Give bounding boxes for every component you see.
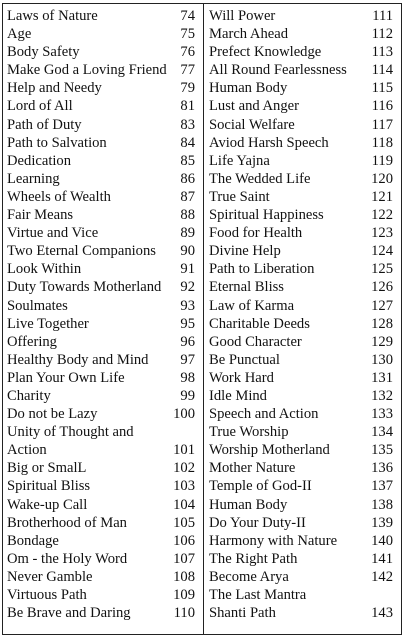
entry-page-number: 120 xyxy=(371,170,393,187)
entry-page-number: 97 xyxy=(180,351,195,368)
entry-title: Fair Means xyxy=(7,207,74,224)
entry-page-number: 90 xyxy=(180,243,195,260)
contents-entry xyxy=(7,25,195,43)
entry-page-number: 91 xyxy=(180,261,195,278)
entry-page-number: 92 xyxy=(180,279,195,296)
entry-title: Duty Towards Motherland xyxy=(7,279,162,296)
contents-entry xyxy=(209,97,393,115)
entry-title: Wheels of Wealth xyxy=(7,188,111,205)
entry-title: Age xyxy=(7,26,32,43)
entry-page-number: 75 xyxy=(180,26,195,43)
entry-page-number: 135 xyxy=(371,442,393,459)
entry-title: Temple of God-II xyxy=(209,478,312,495)
entry-title: Aviod Harsh Speech xyxy=(209,134,329,151)
entry-page-number: 77 xyxy=(180,62,195,79)
entry-page-number: 74 xyxy=(180,8,195,24)
contents-entry xyxy=(209,532,393,550)
entry-page-number: 85 xyxy=(180,152,195,169)
entry-title: All Round Fearlessness xyxy=(209,62,347,79)
entry-title: Law of Karma xyxy=(209,297,295,314)
contents-entry xyxy=(209,61,393,79)
entry-page-number: 87 xyxy=(180,188,195,205)
entry-title: Will Power xyxy=(209,8,276,24)
entry-title: Work Hard xyxy=(209,369,274,386)
entry-page-number: 123 xyxy=(371,225,393,242)
entry-page-number: 140 xyxy=(371,532,393,549)
entry-title: Dedication xyxy=(7,152,72,169)
contents-entry xyxy=(209,423,393,441)
entry-page-number: 100 xyxy=(173,406,195,423)
contents-entry xyxy=(7,278,195,296)
entry-title: Om - the Holy Word xyxy=(7,550,128,567)
contents-entry xyxy=(7,43,195,61)
entry-title: Divine Help xyxy=(209,243,281,260)
entry-title: March Ahead xyxy=(209,26,289,43)
contents-entry xyxy=(209,387,393,405)
entry-page-number: 138 xyxy=(371,496,393,513)
entry-page-number: 119 xyxy=(371,152,393,169)
entry-title: The Wedded Life xyxy=(209,170,311,187)
entry-page-number: 109 xyxy=(173,587,195,603)
contents-entry xyxy=(209,242,393,260)
column-divider xyxy=(203,3,204,635)
contents-entry xyxy=(7,496,195,514)
entry-title: Live Together xyxy=(7,315,89,332)
entry-page-number: 137 xyxy=(371,478,393,495)
entry-title: Shanti Path xyxy=(209,605,276,622)
entry-page-number: 141 xyxy=(371,550,393,567)
entry-page-number: 129 xyxy=(371,333,393,350)
contents-entry xyxy=(7,170,195,188)
contents-entry xyxy=(209,260,393,278)
entry-page-number: 111 xyxy=(372,8,393,24)
entry-title: Action xyxy=(7,442,47,459)
contents-entry xyxy=(209,333,393,351)
entry-title: Lord of All xyxy=(7,98,73,115)
contents-entry xyxy=(209,297,393,315)
entry-page-number: 122 xyxy=(371,207,393,224)
contents-entry xyxy=(209,116,393,134)
entry-page-number: 126 xyxy=(371,279,393,296)
entry-page-number: 110 xyxy=(173,605,195,622)
contents-entry xyxy=(7,116,195,134)
entry-page-number: 139 xyxy=(371,514,393,531)
contents-entry xyxy=(7,7,195,25)
contents-entry xyxy=(7,369,195,387)
entry-page-number: 104 xyxy=(173,496,195,513)
entry-page-number: 131 xyxy=(371,369,393,386)
contents-entry xyxy=(7,134,195,152)
contents-entry xyxy=(209,25,393,43)
entry-page-number: 95 xyxy=(180,315,195,332)
entry-page-number: 79 xyxy=(180,80,195,97)
entry-title: Eternal Bliss xyxy=(209,279,284,296)
entry-page-number: 103 xyxy=(173,478,195,495)
entry-page-number: 127 xyxy=(371,297,393,314)
contents-entry xyxy=(209,604,393,622)
contents-entry xyxy=(209,459,393,477)
entry-title: Path of Duty xyxy=(7,116,82,133)
contents-entry xyxy=(7,242,195,260)
contents-entry xyxy=(7,550,195,568)
entry-page-number: 106 xyxy=(173,532,195,549)
entry-page-number: 105 xyxy=(173,514,195,531)
entry-title: Look Within xyxy=(7,261,82,278)
entry-page-number: 117 xyxy=(371,116,393,133)
entry-title: Laws of Nature xyxy=(7,8,98,24)
entry-page-number: 96 xyxy=(180,333,195,350)
contents-entry xyxy=(7,441,195,459)
entry-page-number: 88 xyxy=(180,207,195,224)
entry-page-number: 132 xyxy=(371,387,393,404)
contents-entry xyxy=(7,387,195,405)
entry-page-number: 99 xyxy=(180,387,195,404)
contents-entry xyxy=(209,405,393,423)
contents-entry xyxy=(7,260,195,278)
entry-title: Make God a Loving Friend xyxy=(7,62,167,79)
contents-entry xyxy=(7,315,195,333)
contents-entry xyxy=(209,278,393,296)
contents-entry xyxy=(209,7,393,25)
entry-page-number: 107 xyxy=(173,550,195,567)
entry-title: Do not be Lazy xyxy=(7,406,98,423)
entry-title: True Worship xyxy=(209,424,289,441)
entry-title: Big or SmalL xyxy=(7,460,87,477)
entry-page-number: 81 xyxy=(180,98,195,115)
entry-title: Learning xyxy=(7,170,60,187)
contents-entry xyxy=(7,61,195,79)
contents-entry xyxy=(209,351,393,369)
entry-title: The Right Path xyxy=(209,550,298,567)
entry-title: Charity xyxy=(7,387,51,404)
contents-entry xyxy=(209,43,393,61)
entry-title: Prefect Knowledge xyxy=(209,44,322,61)
entry-title: Path to Salvation xyxy=(7,134,107,151)
contents-entry xyxy=(209,79,393,97)
entry-title: Idle Mind xyxy=(209,387,267,404)
entry-title: Unity of Thought and xyxy=(7,424,134,441)
entry-title: Offering xyxy=(7,333,57,350)
entry-title: Charitable Deeds xyxy=(209,315,310,332)
contents-entry xyxy=(7,459,195,477)
contents-entry xyxy=(7,97,195,115)
contents-entry xyxy=(209,586,393,604)
entry-title: Path to Liberation xyxy=(209,261,315,278)
entry-title: Mother Nature xyxy=(209,460,296,477)
contents-entry xyxy=(7,206,195,224)
entry-title: Spiritual Happiness xyxy=(209,207,324,224)
entry-title: Be Punctual xyxy=(209,351,280,368)
entry-page-number: 114 xyxy=(371,62,393,79)
entry-page-number: 125 xyxy=(371,261,393,278)
contents-entry xyxy=(7,152,195,170)
contents-entry xyxy=(209,188,393,206)
entry-page-number: 76 xyxy=(180,44,195,61)
contents-entry xyxy=(7,568,195,586)
contents-entry xyxy=(7,477,195,495)
entry-page-number: 118 xyxy=(371,134,393,151)
contents-entry xyxy=(7,79,195,97)
entry-title: Plan Your Own Life xyxy=(7,369,125,386)
entry-page-number: 136 xyxy=(371,460,393,477)
entry-title: Bondage xyxy=(7,532,59,549)
entry-page-number: 84 xyxy=(180,134,195,151)
entry-title: Brotherhood of Man xyxy=(7,514,127,531)
entry-page-number: 116 xyxy=(371,98,393,115)
contents-right-column xyxy=(209,7,393,622)
entry-title: Life Yajna xyxy=(209,152,270,169)
entry-title: Human Body xyxy=(209,496,288,513)
contents-entry xyxy=(7,224,195,242)
entry-page-number: 133 xyxy=(371,406,393,423)
entry-title: Be Brave and Daring xyxy=(7,605,131,622)
contents-entry xyxy=(7,333,195,351)
contents-entry xyxy=(209,496,393,514)
entry-title: Help and Needy xyxy=(7,80,102,97)
entry-page-number: 98 xyxy=(180,369,195,386)
contents-entry xyxy=(209,441,393,459)
entry-title: Healthy Body and Mind xyxy=(7,351,149,368)
entry-page-number: 124 xyxy=(371,243,393,260)
entry-title: The Last Mantra xyxy=(209,587,307,603)
entry-title: Worship Motherland xyxy=(209,442,330,459)
entry-page-number: 83 xyxy=(180,116,195,133)
contents-entry xyxy=(7,188,195,206)
contents-entry xyxy=(209,568,393,586)
contents-entry xyxy=(7,514,195,532)
entry-page-number: 128 xyxy=(371,315,393,332)
entry-title: Speech and Action xyxy=(209,406,319,423)
contents-entry xyxy=(209,170,393,188)
entry-page-number: 115 xyxy=(371,80,393,97)
entry-title: Wake-up Call xyxy=(7,496,88,513)
entry-page-number: 86 xyxy=(180,170,195,187)
contents-entry xyxy=(7,297,195,315)
entry-page-number: 102 xyxy=(173,460,195,477)
entry-title: True Saint xyxy=(209,188,270,205)
entry-page-number: 108 xyxy=(173,568,195,585)
entry-title: Body Safety xyxy=(7,44,80,61)
contents-entry xyxy=(209,315,393,333)
entry-page-number: 143 xyxy=(371,605,393,622)
contents-entry xyxy=(209,550,393,568)
entry-page-number: 113 xyxy=(371,44,393,61)
entry-title: Food for Health xyxy=(209,225,303,242)
entry-page-number: 101 xyxy=(173,442,195,459)
entry-title: Become Arya xyxy=(209,568,289,585)
contents-entry xyxy=(209,514,393,532)
entry-page-number: 142 xyxy=(371,568,393,585)
contents-entry xyxy=(209,224,393,242)
contents-left-column xyxy=(7,7,195,622)
contents-entry xyxy=(7,586,195,604)
contents-entry xyxy=(7,405,195,423)
entry-title: Virtuous Path xyxy=(7,587,87,603)
entry-page-number: 112 xyxy=(371,26,393,43)
contents-entry xyxy=(7,532,195,550)
entry-page-number: 121 xyxy=(371,188,393,205)
entry-title: Spiritual Bliss xyxy=(7,478,91,495)
entry-title: Good Character xyxy=(209,333,302,350)
contents-entry xyxy=(209,134,393,152)
contents-entry xyxy=(209,477,393,495)
entry-title: Social Welfare xyxy=(209,116,295,133)
contents-entry xyxy=(7,604,195,622)
contents-entry xyxy=(209,206,393,224)
entry-page-number: 130 xyxy=(371,351,393,368)
entry-title: Do Your Duty-II xyxy=(209,514,306,531)
entry-page-number: 93 xyxy=(180,297,195,314)
entry-title: Human Body xyxy=(209,80,288,97)
entry-page-number: 89 xyxy=(180,225,195,242)
entry-page-number: 134 xyxy=(371,424,393,441)
contents-entry xyxy=(7,423,195,441)
contents-entry xyxy=(7,351,195,369)
contents-entry xyxy=(209,152,393,170)
entry-title: Two Eternal Companions xyxy=(7,243,156,260)
entry-title: Soulmates xyxy=(7,297,68,314)
entry-title: Never Gamble xyxy=(7,568,93,585)
entry-title: Virtue and Vice xyxy=(7,225,99,242)
entry-title: Harmony with Nature xyxy=(209,532,338,549)
entry-title: Lust and Anger xyxy=(209,98,299,115)
contents-entry xyxy=(209,369,393,387)
